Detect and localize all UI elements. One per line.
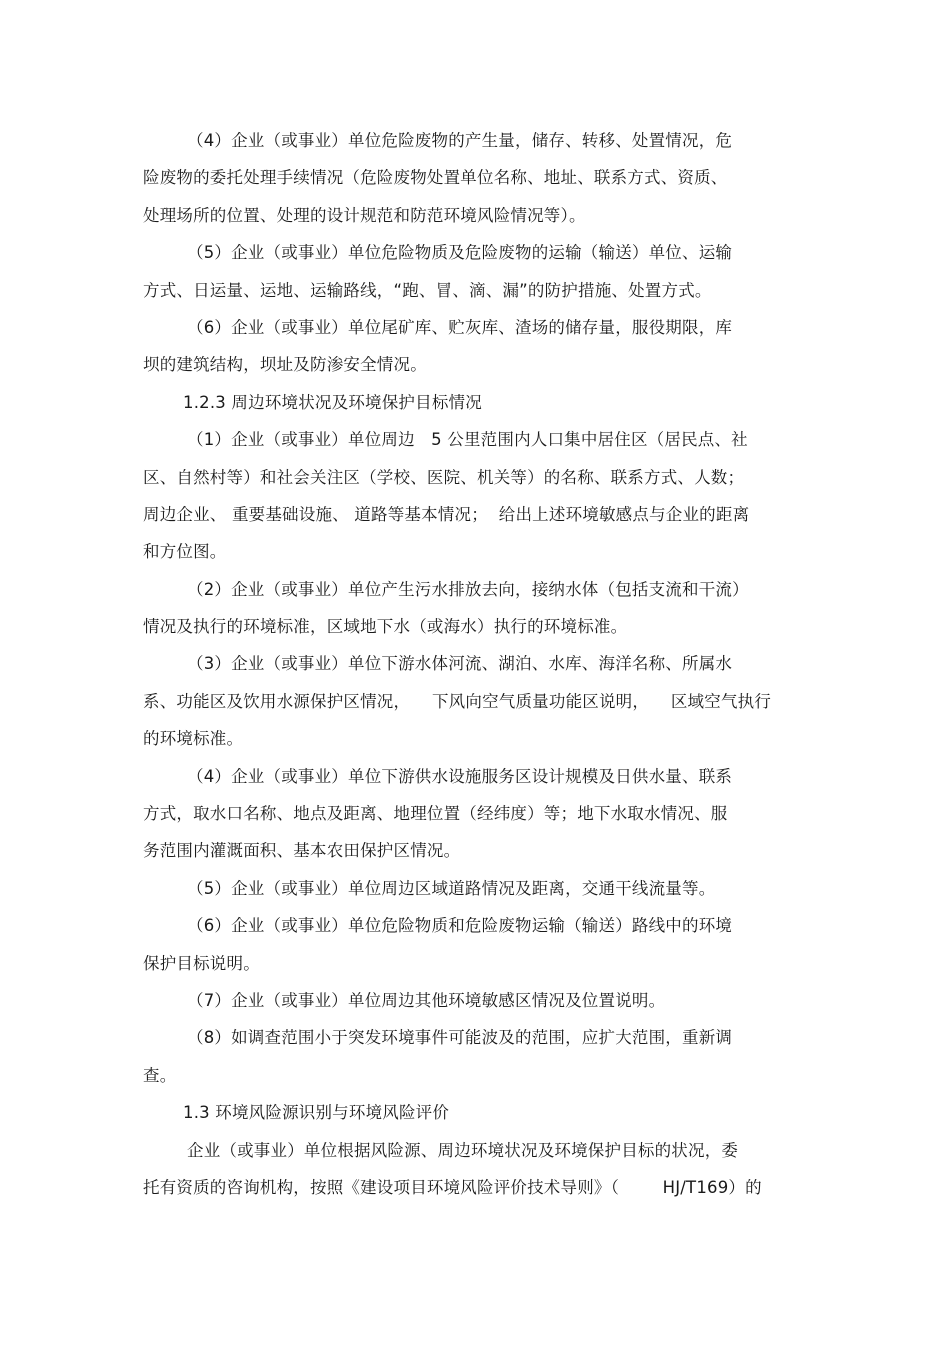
text-line: 坝的建筑结构，坝址及防渗安全情况。 bbox=[143, 355, 427, 375]
text-line: （2）企业（或事业）单位产生污水排放去向，接纳水体（包括支流和干流） bbox=[187, 579, 749, 599]
text-line: （6）企业（或事业）单位危险物质和危险废物运输（输送）路线中的环境 bbox=[187, 916, 733, 936]
text-line: 险废物的委托处理手续情况（危险废物处置单位名称、地址、联系方式、资质、 bbox=[143, 168, 728, 188]
text-line: 托有资质的咨询机构，按照《建设项目环境风险评价技术导则》（ HJ/T169）的 bbox=[143, 1177, 762, 1197]
text-line: （1）企业（或事业）单位周边 5 公里范围内人口集中居住区（居民点、社 bbox=[187, 430, 748, 450]
text-line: （4）企业（或事业）单位下游供水设施服务区设计规模及日供水量、联系 bbox=[187, 766, 733, 786]
text-line: 系、功能区及饮用水源保护区情况， 下风向空气质量功能区说明， 区域空气执行 bbox=[143, 691, 772, 711]
text-line: （4）企业（或事业）单位危险废物的产生量，储存、转移、处置情况，危 bbox=[187, 131, 733, 150]
section-heading: 1.2.3 周边环境状况及环境保护目标情况 bbox=[183, 392, 482, 412]
text-line: 处理场所的位置、处理的设计规范和防范环境风险情况等）。 bbox=[143, 205, 586, 225]
text-line: （7）企业（或事业）单位周边其他环境敏感区情况及位置说明。 bbox=[187, 990, 666, 1010]
text-line: 和方位图。 bbox=[143, 542, 227, 562]
text-line: 务范围内灌溉面积、基本农田保护区情况。 bbox=[143, 841, 461, 861]
text-line: （3）企业（或事业）单位下游水体河流、湖泊、水库、海洋名称、所属水 bbox=[187, 654, 733, 674]
section-heading: 1.3 环境风险源识别与环境风险评价 bbox=[183, 1103, 450, 1123]
text-line: 查。 bbox=[143, 1065, 177, 1085]
text-line: 方式，取水口名称、地点及距离、地理位置（经纬度）等；地下水取水情况、服 bbox=[143, 804, 728, 824]
text-line: 情况及执行的环境标准，区域地下水（或海水）执行的环境标准。 bbox=[143, 617, 628, 637]
document-body bbox=[143, 122, 808, 1206]
text-line: 区、自然村等）和社会关注区（学校、医院、机关等）的名称、联系方式、人数； bbox=[143, 467, 745, 487]
text-line: 的环境标准。 bbox=[143, 729, 244, 749]
text-line: （6）企业（或事业）单位尾矿库、贮灰库、渣场的储存量，服役期限，库 bbox=[187, 317, 733, 337]
text-line: 周边企业、 重要基础设施、 道路等基本情况； 给出上述环境敏感点与企业的距离 bbox=[143, 504, 750, 524]
text-line: 方式、日运量、运地、运输路线，“跑、冒、滴、漏”的防护措施、处置方式。 bbox=[143, 280, 712, 300]
text-line: （5）企业（或事业）单位周边区域道路情况及距离，交通干线流量等。 bbox=[187, 878, 716, 898]
text-line: （5）企业（或事业）单位危险物质及危险废物的运输（输送）单位、运输 bbox=[187, 243, 733, 263]
text-line: 保护目标说明。 bbox=[143, 953, 260, 973]
text-line: （8）如调查范围小于突发环境事件可能波及的范围，应扩大范围，重新调 bbox=[187, 1028, 733, 1048]
text-line: 企业（或事业）单位根据风险源、周边环境状况及环境保护目标的状况，委 bbox=[187, 1140, 739, 1160]
